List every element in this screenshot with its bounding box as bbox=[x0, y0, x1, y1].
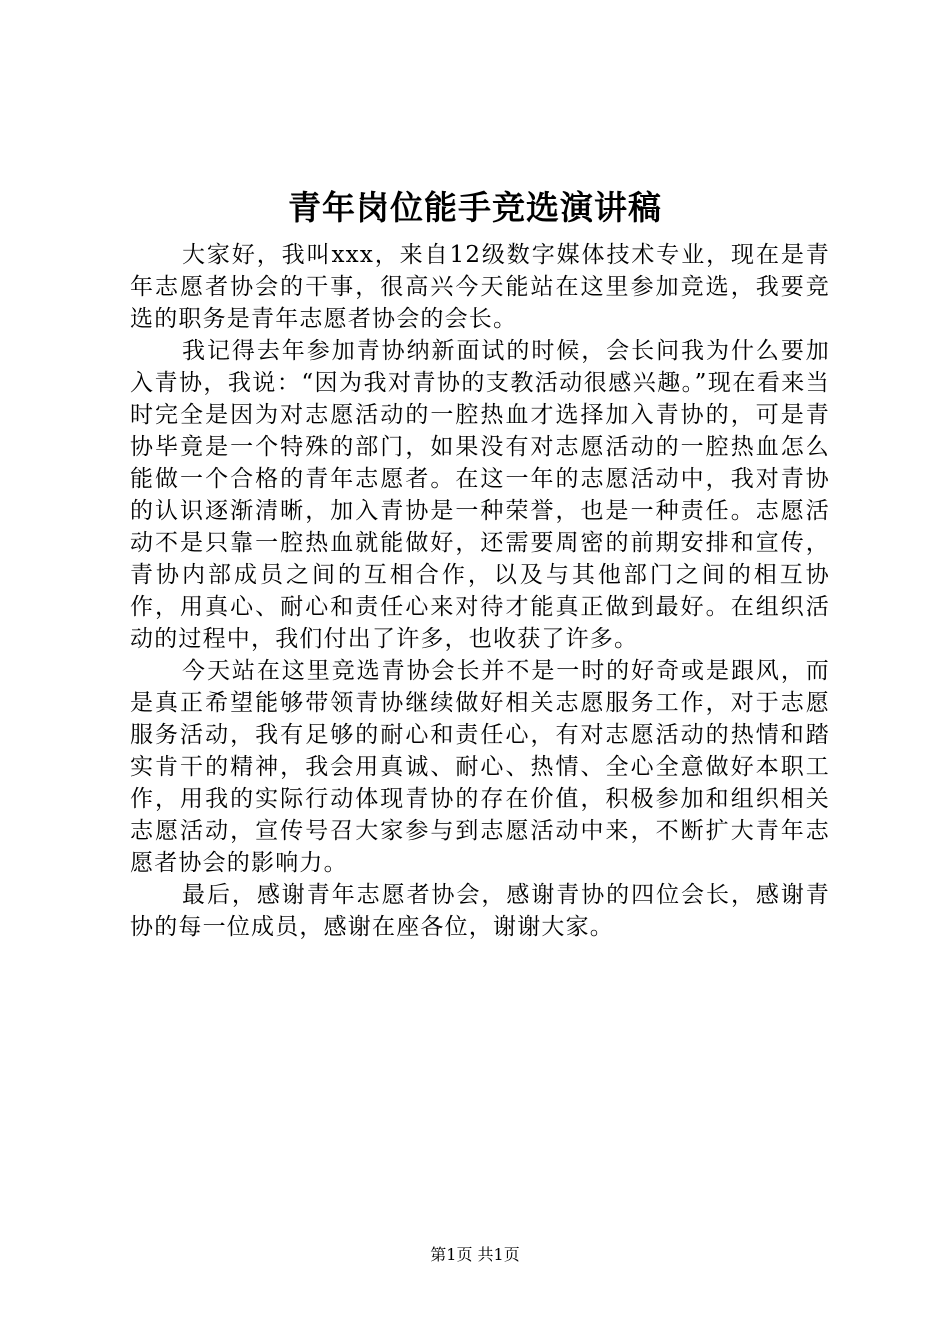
paragraph-commitment: 今天站在这里竞选青协会长并不是一时的好奇或是跟风，而是真正希望能够带领青协继续做好相关志愿服务工作，对于志愿服务活动，我有足够的耐心和责任心，有对志愿活动的热情和踏实肯干的精神，我会用真诚、耐心、热情、全心全意做好本职工作，用我的实际行动体现青协的存在价值，积极参加和组织相关志愿活动，宣传号召大家参与到志愿活动中来，不断扩大青年志愿者协会的影响力。 bbox=[130, 658, 830, 876]
document-title: 青年岗位能手竞选演讲稿 bbox=[288, 188, 662, 227]
document-body bbox=[130, 239, 830, 943]
paragraph-thanks: 最后，感谢青年志愿者协会，感谢青协的四位会长，感谢青协的每一位成员，感谢在座各位，谢谢大家。 bbox=[130, 882, 830, 940]
page-number-footer: 第1页 共1页 bbox=[430, 1245, 520, 1264]
paragraph-greeting: 大家好，我叫xxx，来自12级数字媒体技术专业，现在是青年志愿者协会的干事，很高兴今天能站在这里参加竞选，我要竞选的职务是青年志愿者协会的会长。 bbox=[130, 242, 830, 332]
paragraph-experience: 我记得去年参加青协纳新面试的时候，会长问我为什么要加入青协，我说：“因为我对青协的支教活动很感兴趣。”现在看来当时完全是因为对志愿活动的一腔热血才选择加入青协的，可是青协毕竟是一个特殊的部门，如果没有对志愿活动的一腔热血怎么能做一个合格的青年志愿者。在这一年的志愿活动中，我对青协的认识逐渐清晰，加入青协是一种荣誉，也是一种责任。志愿活动不是只靠一腔热血就能做好，还需要周密的前期安排和宣传，青协内部成员之间的互相合作，以及与其他部门之间的相互协作，用真心、耐心和责任心来对待才能真正做到最好。在组织活动的过程中，我们付出了许多，也收获了许多。 bbox=[130, 338, 830, 652]
